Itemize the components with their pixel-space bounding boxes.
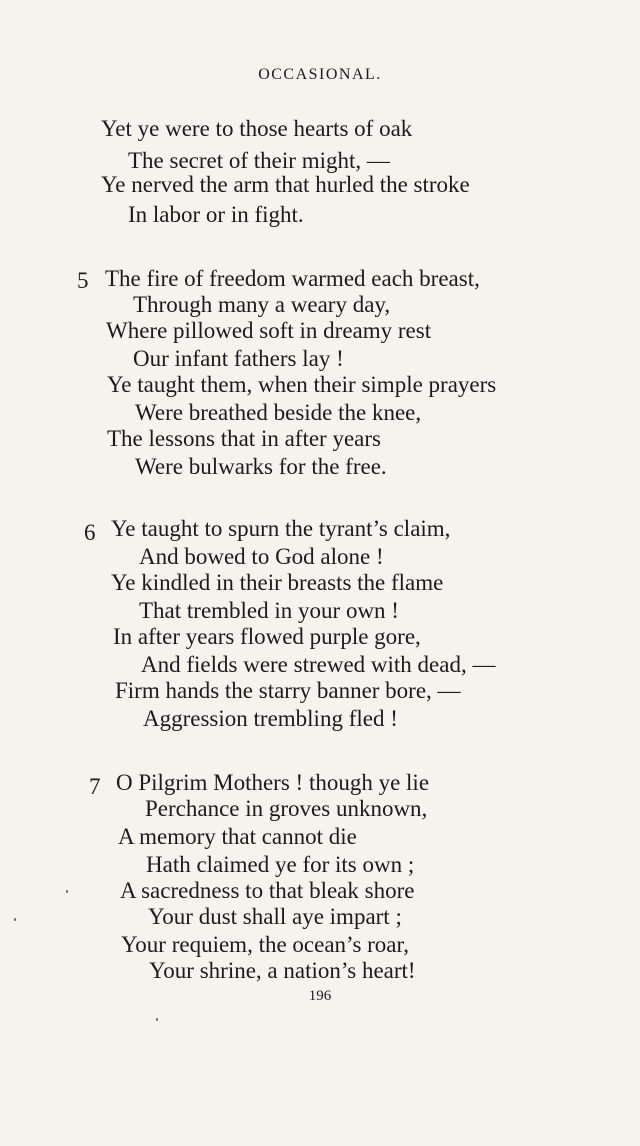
ink-speck xyxy=(66,890,68,893)
verse-line: Yet ye were to those hearts of oak xyxy=(101,116,413,141)
verse-line: A memory that cannot die xyxy=(118,824,357,849)
verse-line: Through many a weary day, xyxy=(133,292,391,317)
verse-line: Aggression trembling fled ! xyxy=(143,706,398,731)
verse-line: And fields were strewed with dead, — xyxy=(141,652,496,677)
verse-line: Were breathed beside the knee, xyxy=(135,400,422,425)
verse-line: Ye nerved the arm that hurled the stroke xyxy=(101,172,470,197)
verse-line: Ye kindled in their breasts the flame xyxy=(111,570,444,595)
verse-line: Firm hands the starry banner bore, — xyxy=(115,678,461,703)
ink-speck xyxy=(14,918,16,921)
verse-line: And bowed to God alone ! xyxy=(139,544,384,569)
running-header: OCCASIONAL. xyxy=(258,66,382,83)
verse-line: A sacredness to that bleak shore xyxy=(120,878,415,903)
verse-line: The lessons that in after years xyxy=(107,426,381,451)
verse-line: Our infant fathers lay ! xyxy=(133,346,344,371)
verse-line: O Pilgrim Mothers ! though ye lie xyxy=(116,770,430,795)
verse-line: Where pillowed soft in dreamy rest xyxy=(106,318,432,343)
verse-line: In labor or in fight. xyxy=(128,202,304,227)
stanza-number: 6 xyxy=(84,520,96,545)
stanza-number: 5 xyxy=(77,268,89,293)
verse-line: Ye taught them, when their simple prayers xyxy=(107,372,497,397)
verse-line: The fire of freedom warmed each breast, xyxy=(105,266,480,291)
verse-line: Your dust shall aye impart ; xyxy=(148,904,402,929)
verse-line: Your requiem, the ocean’s roar, xyxy=(121,932,409,957)
stanza-number: 7 xyxy=(89,774,101,799)
verse-line: Your shrine, a nation’s heart! xyxy=(149,958,416,983)
verse-line: Were bulwarks for the free. xyxy=(135,454,387,479)
verse-line: Hath claimed ye for its own ; xyxy=(146,852,415,877)
verse-line: Perchance in groves unknown, xyxy=(145,796,428,821)
ink-speck xyxy=(156,1018,158,1021)
verse-line: That trembled in your own ! xyxy=(139,598,399,623)
verse-line: In after years flowed purple gore, xyxy=(113,624,421,649)
page-number: 196 xyxy=(308,988,332,1004)
verse-line: The secret of their might, — xyxy=(128,148,390,173)
verse-line: Ye taught to spurn the tyrant’s claim, xyxy=(111,516,451,541)
